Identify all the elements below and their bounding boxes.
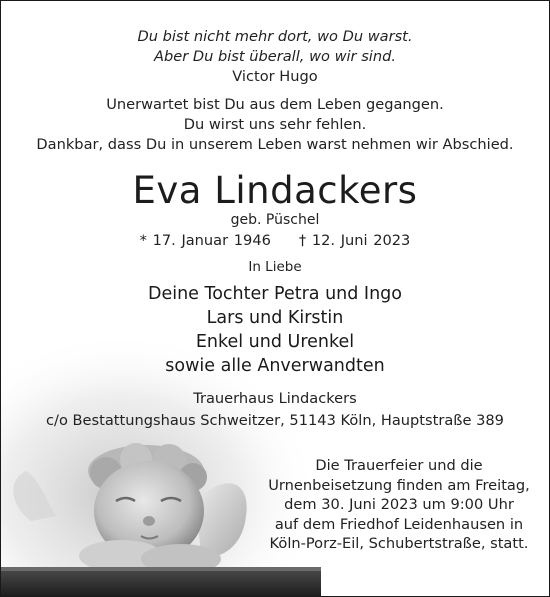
- mourners-list: [1, 282, 549, 378]
- birth-name: geb. Püschel: [230, 212, 320, 228]
- mourner-line: sowie alle Anverwandten: [165, 356, 385, 376]
- birth-date: * 17. Januar 1946: [139, 232, 271, 249]
- mourner-line: Enkel und Urenkel: [195, 332, 355, 352]
- verse-line: Dankbar, dass Du in unserem Leben warst nehmen wir Abschied.: [36, 136, 514, 153]
- mourners-intro: In Liebe: [248, 259, 302, 275]
- quote-line: Aber Du bist überall, wo wir sind.: [153, 48, 397, 65]
- mourner-line: Deine Tochter Petra und Ingo: [147, 284, 402, 304]
- verse-block: [1, 95, 549, 155]
- service-line: auf dem Friedhof Leidenhausen in: [274, 515, 524, 533]
- quote-line: Du bist nicht mehr dort, wo Du warst.: [137, 28, 413, 45]
- verse-line: Du wirst uns sehr fehlen.: [183, 116, 367, 133]
- service-line: Die Trauerfeier und die: [315, 457, 483, 474]
- service-line: dem 30. Juni 2023 um 9:00 Uhr: [284, 496, 514, 513]
- address-block: [1, 388, 549, 432]
- quote-author: Victor Hugo: [232, 68, 318, 85]
- death-date: † 12. Juni 2023: [298, 232, 411, 249]
- mourner-line: Lars und Kirstin: [206, 308, 344, 328]
- deceased-name: Eva Lindackers: [132, 169, 418, 212]
- life-dates: [1, 232, 549, 249]
- service-line: Urnenbeisetzung finden am Freitag,: [268, 476, 530, 494]
- address-line: Trauerhaus Lindackers: [193, 390, 357, 407]
- verse-line: Unerwartet bist Du aus dem Leben gegangen.: [106, 96, 444, 113]
- service-info: [249, 456, 549, 554]
- service-line: Köln-Porz-Eil, Schubertstraße, statt.: [269, 535, 529, 552]
- address-line: c/o Bestattungshaus Schweitzer, 51143 Köln, Hauptstraße 389: [46, 412, 504, 429]
- quote-block: [1, 27, 549, 87]
